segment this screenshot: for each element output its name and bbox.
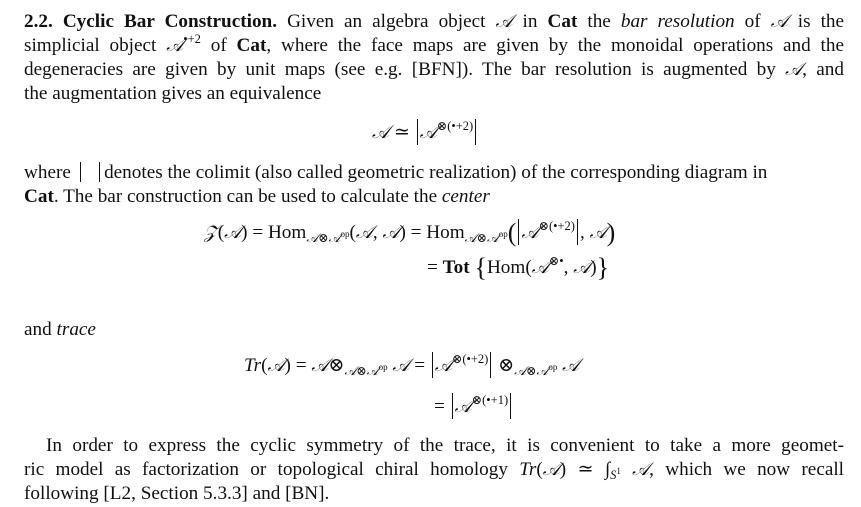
equation-trace-line-1: Tr(𝒜) = $𝒜\otimes_{𝒜\otimes 𝒜^{op}}$ 𝒜 = 𝒜$^{\otimes(•+2)}$ $\otimes_{𝒜\otimes 𝒜^{op}}$ 𝒜 [244, 352, 580, 378]
intro-line-4: the augmentation gives an equivalence [24, 83, 322, 104]
where-line-1: where denotes the colimit (also called geometric realization) of the corresponding diagram in [24, 162, 768, 183]
equation-trace-line-2: = 𝒜$^{\otimes(•+1)}$ [434, 393, 513, 420]
where-line-2: Cat. The bar construction can be used to calculate the center [24, 186, 490, 207]
intro-line-2: simplicial object 𝒜$^{•+2}$ of Cat, where the face maps are given by the monoidal operations and the [24, 32, 845, 56]
intro-line-3: degeneracies are given by unit maps (see e.g. [BFN]). The bar resolution is augmented by 𝒜, and [24, 59, 844, 80]
and-trace-line: and trace [24, 319, 96, 340]
closing-line-1: In order to express the cyclic symmetry of the trace, it is convenient to take a more geomet- [46, 435, 844, 456]
section-number: 2.2. [24, 11, 53, 32]
equation-augmentation: 𝒜 ≃ 𝒜$^{\otimes(•+2)}$ [372, 119, 478, 146]
intro-line-1: 2.2. Cyclic Bar Construction. Given an algebra object 𝒜 in Cat the bar resolution of 𝒜 is the [24, 11, 845, 32]
closing-line-3: following [L2, Section 5.3.3] and [BN]. [24, 483, 330, 504]
section-title: Cyclic Bar Construction. [62, 11, 278, 32]
closing-line-2: ric model as factorization or topological chiral homology Tr(𝒜) ≃ $\int_{S^1}$ 𝒜, which we now recall [24, 459, 845, 482]
equation-center-line-2: = Tot {Hom(𝒜⊗•, 𝒜)} [427, 253, 610, 282]
equation-center-line-1: 𝒵(𝒜) = Hom$_{𝒜\otimes 𝒜^{op}}$(𝒜, 𝒜) = Hom$_{𝒜\otimes 𝒜^{op}}$( 𝒜$^{\otimes(•+2)}$ , 𝒜) [204, 218, 616, 247]
